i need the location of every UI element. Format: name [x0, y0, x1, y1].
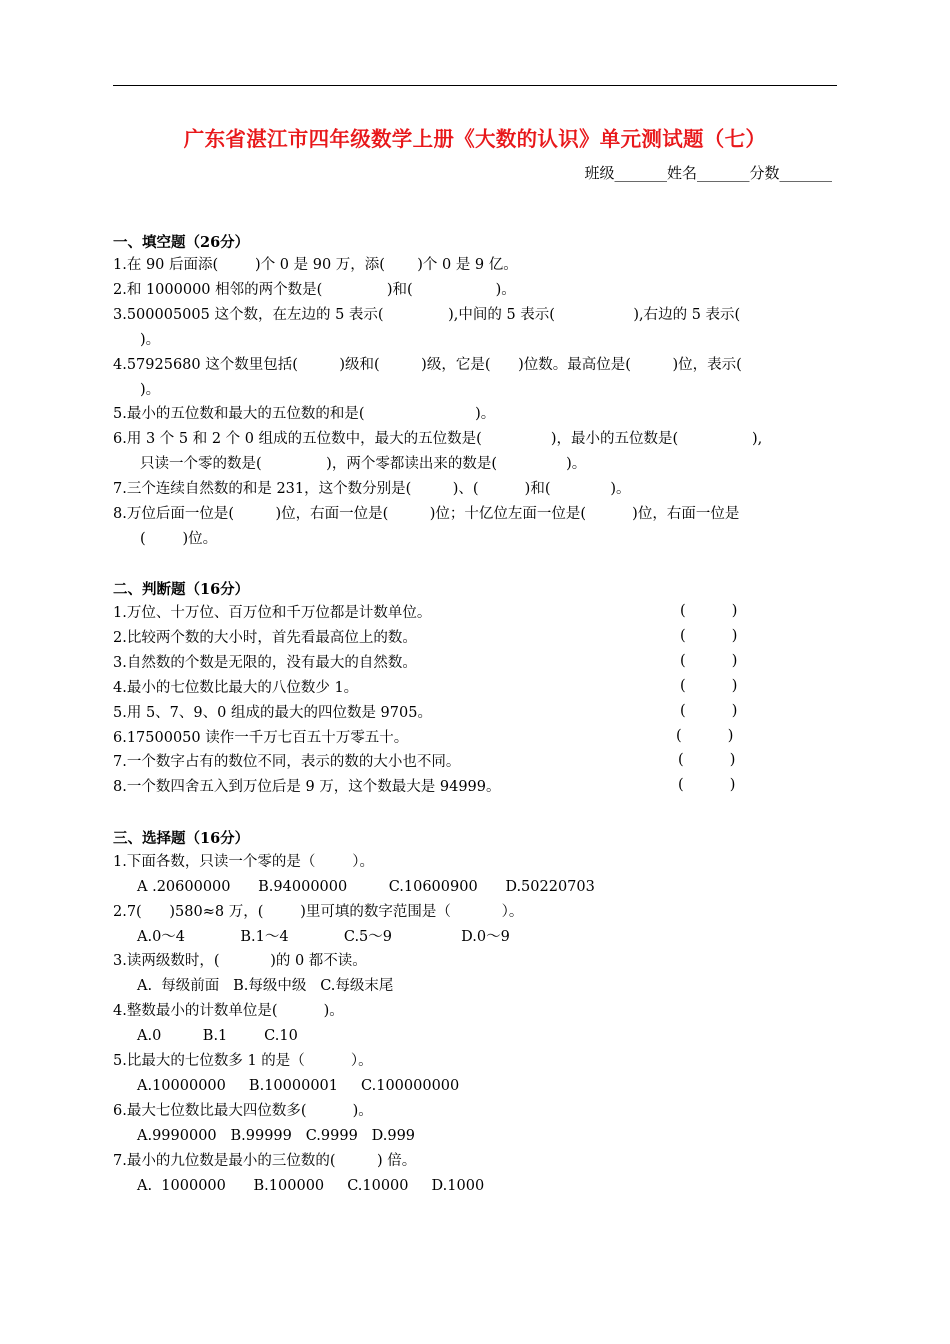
- choice-options: A. 每级前面 B.每级中级 C.每级末尾: [137, 978, 394, 994]
- choice-question: 1.下面各数，只读一个零的是（ ）。: [113, 854, 374, 870]
- question-line: 6.用 3 个 5 和 2 个 0 组成的五位数中，最大的五位数是( )，最小的五位数是( ),: [113, 431, 763, 447]
- judgment-item: 5.用 5、7、9、0 组成的最大的四位数是 9705。: [113, 705, 432, 721]
- choice-options: A. 1000000 B.100000 C.10000 D.1000: [137, 1178, 485, 1194]
- section-heading-multiple-choice: 三、选择题（16分）: [113, 830, 250, 847]
- choice-question: 5.比最大的七位数多 1 的是（ ）。: [113, 1053, 373, 1069]
- question-line: 7.三个连续自然数的和是 231，这个数分别是( )、( )和( )。: [113, 481, 631, 497]
- question-line: 2.和 1000000 相邻的两个数是( )和( )。: [113, 282, 516, 298]
- choice-options: A.9990000 B.99999 C.9999 D.999: [137, 1128, 416, 1144]
- choice-question: 2.7( )580≈8 万，( )里可填的数字范围是（ ）。: [113, 904, 524, 920]
- judgment-item: 7.一个数字占有的数位不同，表示的数的大小也不同。: [113, 754, 461, 770]
- top-rule: [113, 85, 837, 86]
- choice-options: A .20600000 B.94000000 C.10600900 D.50220703: [137, 879, 595, 895]
- choice-options: A.0～4 B.1～4 C.5～9 D.0～9: [137, 929, 510, 945]
- question-line-continued: 只读一个零的数是( )，两个零都读出来的数是( )。: [140, 456, 587, 472]
- answer-blank: ( ): [678, 777, 736, 793]
- judgment-item: 1.万位、十万位、百万位和千万位都是计数单位。: [113, 605, 432, 621]
- question-line: 4.57925680 这个数里包括( )级和( )级，它是( )位数。最高位是( )位，表示(: [113, 357, 742, 373]
- choice-options: A.0 B.1 C.10: [137, 1028, 298, 1044]
- judgment-item: 6.17500050 读作一千万七百五十万零五十。: [113, 730, 409, 746]
- question-line: 8.万位后面一位是( )位，右面一位是( )位；十亿位左面一位是( )位，右面一位是: [113, 506, 740, 522]
- question-line: 1.在 90 后面添( )个 0 是 90 万，添( )个 0 是 9 亿。: [113, 257, 518, 273]
- choice-question: 3.读两级数时，( )的 0 都不读。: [113, 953, 367, 969]
- choice-question: 4.整数最小的计数单位是( )。: [113, 1003, 344, 1019]
- section-heading-true-false: 二、判断题（16分）: [113, 581, 250, 598]
- answer-blank: ( ): [680, 678, 738, 694]
- question-line-continued: )。: [140, 382, 161, 398]
- question-line: 3.500005005 这个数，在左边的 5 表示( ),中间的 5 表示( ),右边的 5 表示(: [113, 307, 741, 323]
- answer-blank: ( ): [680, 703, 738, 719]
- answer-blank: ( ): [676, 728, 734, 744]
- choice-question: 7.最小的九位数是最小的三位数的( ) 倍。: [113, 1153, 417, 1169]
- answer-blank: ( ): [680, 628, 738, 644]
- judgment-item: 8.一个数四舍五入到万位后是 9 万，这个数最大是 94999。: [113, 779, 501, 795]
- judgment-item: 2.比较两个数的大小时，首先看最高位上的数。: [113, 630, 417, 646]
- judgment-item: 4.最小的七位数比最大的八位数少 1。: [113, 680, 359, 696]
- question-line: 5.最小的五位数和最大的五位数的和是( )。: [113, 406, 496, 422]
- page-title: 广东省湛江市四年级数学上册《大数的认识》单元测试题（七）: [183, 127, 767, 151]
- judgment-item: 3.自然数的个数是无限的，没有最大的自然数。: [113, 655, 417, 671]
- choice-options: A.10000000 B.10000001 C.100000000: [137, 1078, 460, 1094]
- choice-question: 6.最大七位数比最大四位数多( )。: [113, 1103, 373, 1119]
- answer-blank: ( ): [678, 752, 736, 768]
- section-heading-fill-blank: 一、填空题（26分）: [113, 234, 250, 251]
- answer-blank: ( ): [680, 653, 738, 669]
- answer-blank: ( ): [680, 603, 738, 619]
- question-line-continued: )。: [140, 332, 161, 348]
- student-info-line: 班级_______姓名_______分数_______: [584, 164, 832, 182]
- question-line-continued: ( )位。: [140, 531, 218, 547]
